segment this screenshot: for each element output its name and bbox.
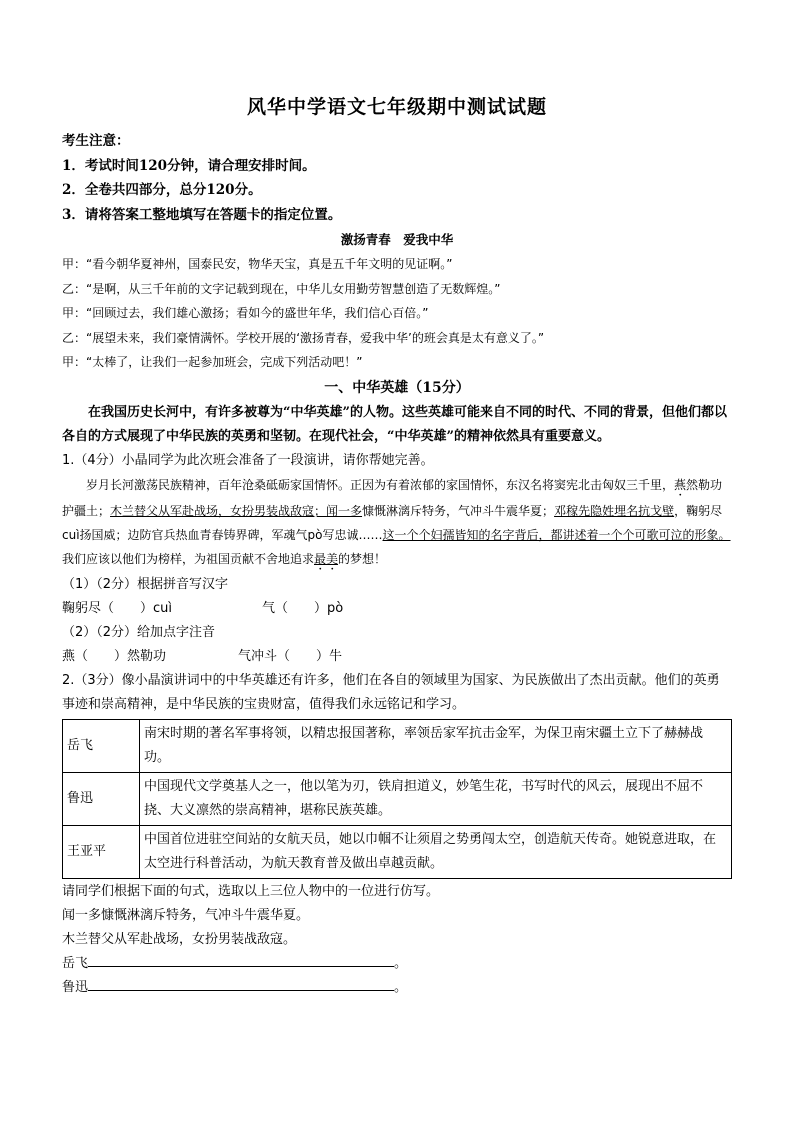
answer-label: 岳飞 <box>62 956 89 972</box>
answer-line-yuefei: 岳飞 。 <box>62 952 732 976</box>
hero-desc: 中国首位进驻空间站的女航天员，她以巾帼不让须眉之势勇闯太空，创造航天传奇。她锐意进取，在太空进行科普活动，为航天教育普及做出卓越贡献。 <box>140 826 732 879</box>
hero-desc: 中国现代文学奠基人之一，他以笔为刃，铁肩担道义，妙笔生花，书写时代的风云，展现出不屈不挠、大义凛然的崇高精神，堪称民族英雄。 <box>140 773 732 826</box>
question-2-stem: 2.（3分）像小晶演讲词中的中华英雄还有许多，他们在各自的领域里为国家、为民族做出了杰出贡献。他们的英勇事迹和崇高精神，是中华民族的宝贵财富，值得我们永远铭记和学习。 <box>62 673 720 713</box>
sub-question-1: （1）（2分）根据拼音写汉字 <box>62 577 229 593</box>
section-title: 一、中华英雄（15分） <box>324 379 470 396</box>
table-row <box>63 826 732 879</box>
table-row <box>63 720 732 773</box>
hero-name: 鲁迅 <box>63 773 140 826</box>
table-row <box>63 773 732 826</box>
instruction: 请同学们根据下面的句式，选取以上三位人物中的一位进行仿写。 <box>62 884 440 900</box>
notice-heading: 考生注意： <box>62 133 130 149</box>
page-title: 风华中学语文七年级期中测试试题 <box>246 96 547 118</box>
section-intro: 在我国历史长河中，有许多被尊为“中华英雄”的人物。这些英雄可能来自不同的时代、不同的背景，但他们都以各自的方式展现了中华民族的英勇和坚韧。在现代社会，“中华英雄”的精神依然具有重要意义。 <box>62 404 727 444</box>
answer-line[interactable] <box>88 976 394 991</box>
notice-item: 1．考试时间120分钟，请合理安排时间。 <box>62 157 316 174</box>
activity-subtitle: 激扬青春 爱我中华 <box>340 232 454 247</box>
answer-blank-cui[interactable]: 鞠躬尽（ ）cuì <box>62 601 172 617</box>
answer-line[interactable] <box>88 952 394 967</box>
answer-blank-po[interactable]: 气（ ）pò <box>262 601 344 617</box>
dialog-line: 甲：“看今朝华夏神州，国泰民安，物华天宝，真是五千年文明的见证啊。” <box>62 257 453 271</box>
dialog-line: 乙：“是啊，从三千年前的文字记载到现在，中华儿女用勤劳智慧创造了无数辉煌。” <box>62 281 501 296</box>
answer-blank-dou[interactable]: 气冲斗（ ）牛 <box>238 649 343 665</box>
exam-page <box>62 92 732 1000</box>
phonetic-blanks <box>62 645 732 669</box>
hero-desc: 南宋时期的著名军事将领，以精忠报国著称，率领岳家军抗击金军，为保卫南宋疆土立下了赫赫战功。 <box>140 720 732 773</box>
dialog-line: 甲：“回顾过去，我们雄心激扬；看如今的盛世年华，我们信心百倍。” <box>62 306 429 321</box>
answer-label: 鲁迅 <box>62 980 89 996</box>
example-sentence: 闻一多慷慨淋漓斥特务，气冲斗牛震华夏。 <box>62 908 310 924</box>
example-sentence: 木兰替父从军赴战场，女扮男装战敌寇。 <box>62 932 297 948</box>
notice-item: 3．请将答案工整地填写在答题卡的指定位置。 <box>62 206 342 223</box>
sub-question-2: （2）（2分）给加点字注音 <box>62 625 216 641</box>
notice-item: 2．全卷共四部分，总分120分。 <box>62 182 262 198</box>
speech-passage: 岁月长河激荡民族精神，百年沧桑砥砺家国情怀。正因为有着浓郁的家国情怀，东汉名将窦宪北击匈奴三千里，燕然勒功护疆土；木兰替父从军赴战场，女扮男装战敌寇；闻一多慷慨淋漓斥特务，气冲斗牛震华夏；邓稼先隐姓埋名抗戈壁，鞠躬尽cuì扬国威；边防官兵热血青春铸界碑，军魂气pò写忠诚……这一个个妇孺皆知的名字背后，都讲述着一个个可歌可泣的形象。我们应该以他们为榜样，为祖国贡献不舍地追求最美的梦想！ <box>62 477 731 567</box>
answer-line-luxun: 鲁迅 。 <box>62 976 732 1000</box>
hero-name: 王亚平 <box>63 826 140 879</box>
heroes-table <box>62 719 732 879</box>
answer-blank-yan[interactable]: 燕（ ）然勒功 <box>62 649 167 665</box>
dialog-line: 甲：“太棒了，让我们一起参加班会，完成下列活动吧！” <box>62 355 363 370</box>
question-1-stem: 1.（4分）小晶同学为此次班会准备了一段演讲，请你帮她完善。 <box>62 452 434 468</box>
dialog-line: 乙：“展望未来，我们豪情满怀。学校开展的‘激扬青春，爱我中华’的班会真是太有意义了。” <box>62 330 545 345</box>
hero-name: 岳飞 <box>63 720 140 773</box>
pinyin-blanks <box>62 597 732 621</box>
